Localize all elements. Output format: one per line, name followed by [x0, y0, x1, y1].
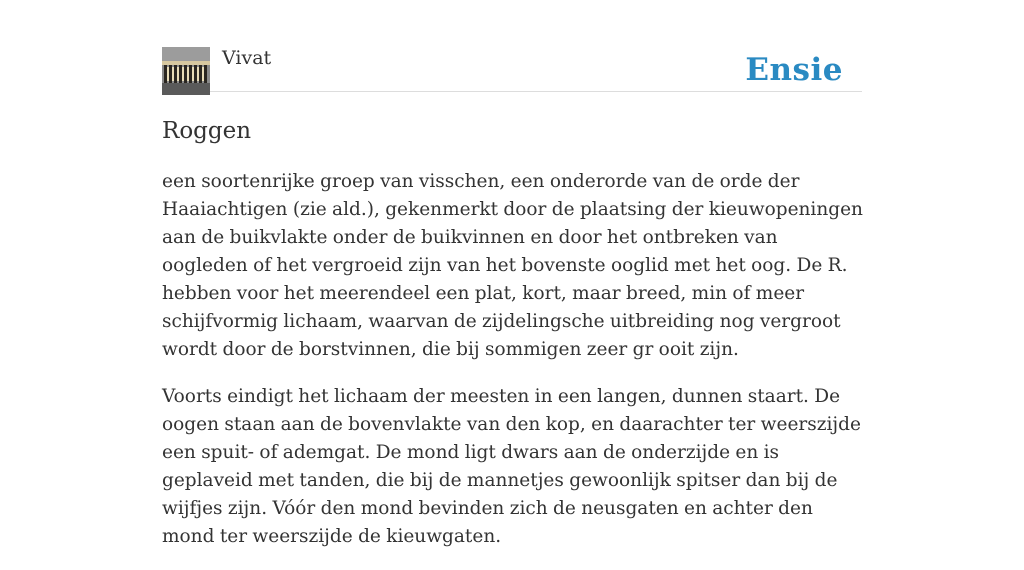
author-name[interactable]: Vivat [222, 47, 272, 69]
article-body [162, 168, 868, 570]
paragraph: Voorts eindigt het lichaam der meesten in een langen, dunnen staart. De oogen staan aan de bovenvlakte van den kop, en daarachter ter weerszijde een spuit- of ademgat. De mond ligt dwars aan de onderzijde en is geplaveid met tanden, die bij de mannetjes gewoonlijk spitser dan bij de wijfjes zijn. Vóór den mond bevinden zich de neusgaten en achter den mond ter weerszijde de kieuwgaten. [162, 386, 861, 547]
header [162, 0, 862, 92]
paragraph: een soortenrijke groep van visschen, een onderorde van de orde der Haaiachtigen (zie ald.), gekenmerkt door de plaatsing der kieuwopeningen aan de buikvlakte onder de buikvinnen en door het ontbreken van oogleden of het vergroeid zijn van het bovenste ooglid met het oog. De R. hebben voor het meerendeel een plat, kort, maar breed, min of meer schijfvormig lichaam, waarvan de zijdelingsche uitbreiding nog vergroot wordt door de borstvinnen, die bij sommigen zeer gr ooit zijn. [162, 171, 863, 360]
article-title: Roggen [162, 118, 252, 144]
bookshelf-avatar-icon [162, 47, 210, 95]
page-container [162, 0, 863, 547]
author-avatar[interactable] [162, 47, 210, 95]
site-logo[interactable]: Ensie [745, 52, 843, 88]
